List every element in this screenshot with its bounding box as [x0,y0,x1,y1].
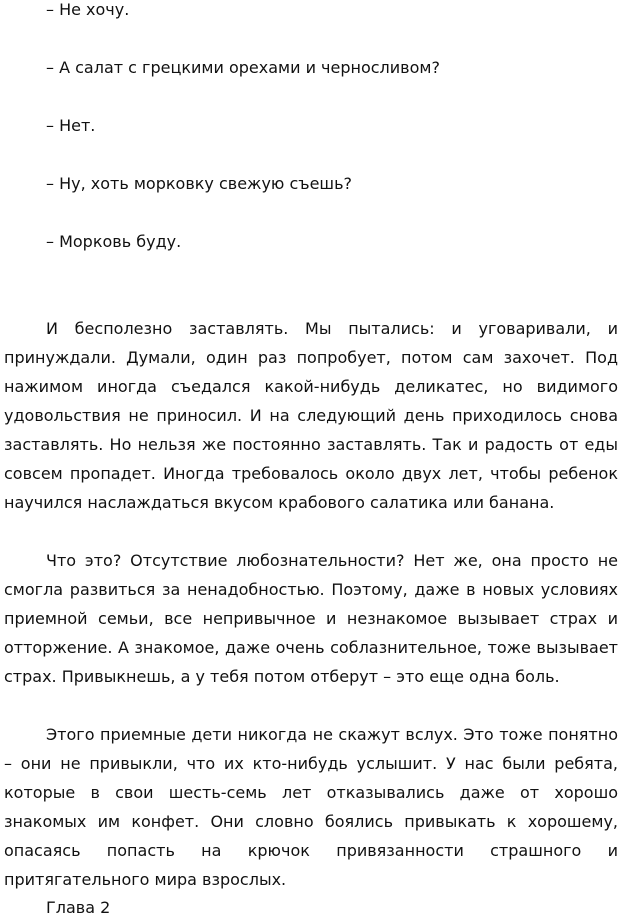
dialogue-line-3: – Нет. [46,116,96,135]
dialogue-line-2: – А салат с грецкими орехами и черносливом? [46,58,440,77]
dialogue-line-1: – Не хочу. [46,0,130,19]
paragraph-3: Этого приемные дети никогда не скажут вслух. Это тоже понятно – они не привыкли, что их кто-нибудь услышит. У нас были ребята, которые в свои шесть-семь лет отказывались даже от хорошо знакомых им конфет. Они словно боялись привыкать к хорошему, опасаясь попасть на крючок привязанности страшного и притягательного мира взрослых. [4,725,618,889]
dialogue-line-5: – Морковь буду. [46,232,182,251]
chapter-heading: Глава 2 [46,898,111,917]
dialogue-line-4: – Ну, хоть морковку свежую съешь? [46,174,352,193]
paragraph-1: И бесполезно заставлять. Мы пытались: и уговаривали, и принуждали. Думали, один раз попробует, потом сам захочет. Под нажимом иногда съедался какой-нибудь деликатес, но видимого удовольствия не приносил. И на следующий день приходилось снова заставлять. Но нельзя же постоянно заставлять. Так и радость от еды совсем пропадет. Иногда требовалось около двух лет, чтобы ребенок научился наслаждаться вкусом крабового салатика или банана. [4,319,618,512]
paragraph-2: Что это? Отсутствие любознательности? Нет же, она просто не смогла развиться за ненадобностью. Поэтому, даже в новых условиях приемной семьи, все непривычное и незнакомое вызывает страх и отторжение. А знакомое, даже очень соблазнительное, тоже вызывает страх. Привыкнешь, а у тебя потом отберут – это еще одна боль. [4,551,618,686]
